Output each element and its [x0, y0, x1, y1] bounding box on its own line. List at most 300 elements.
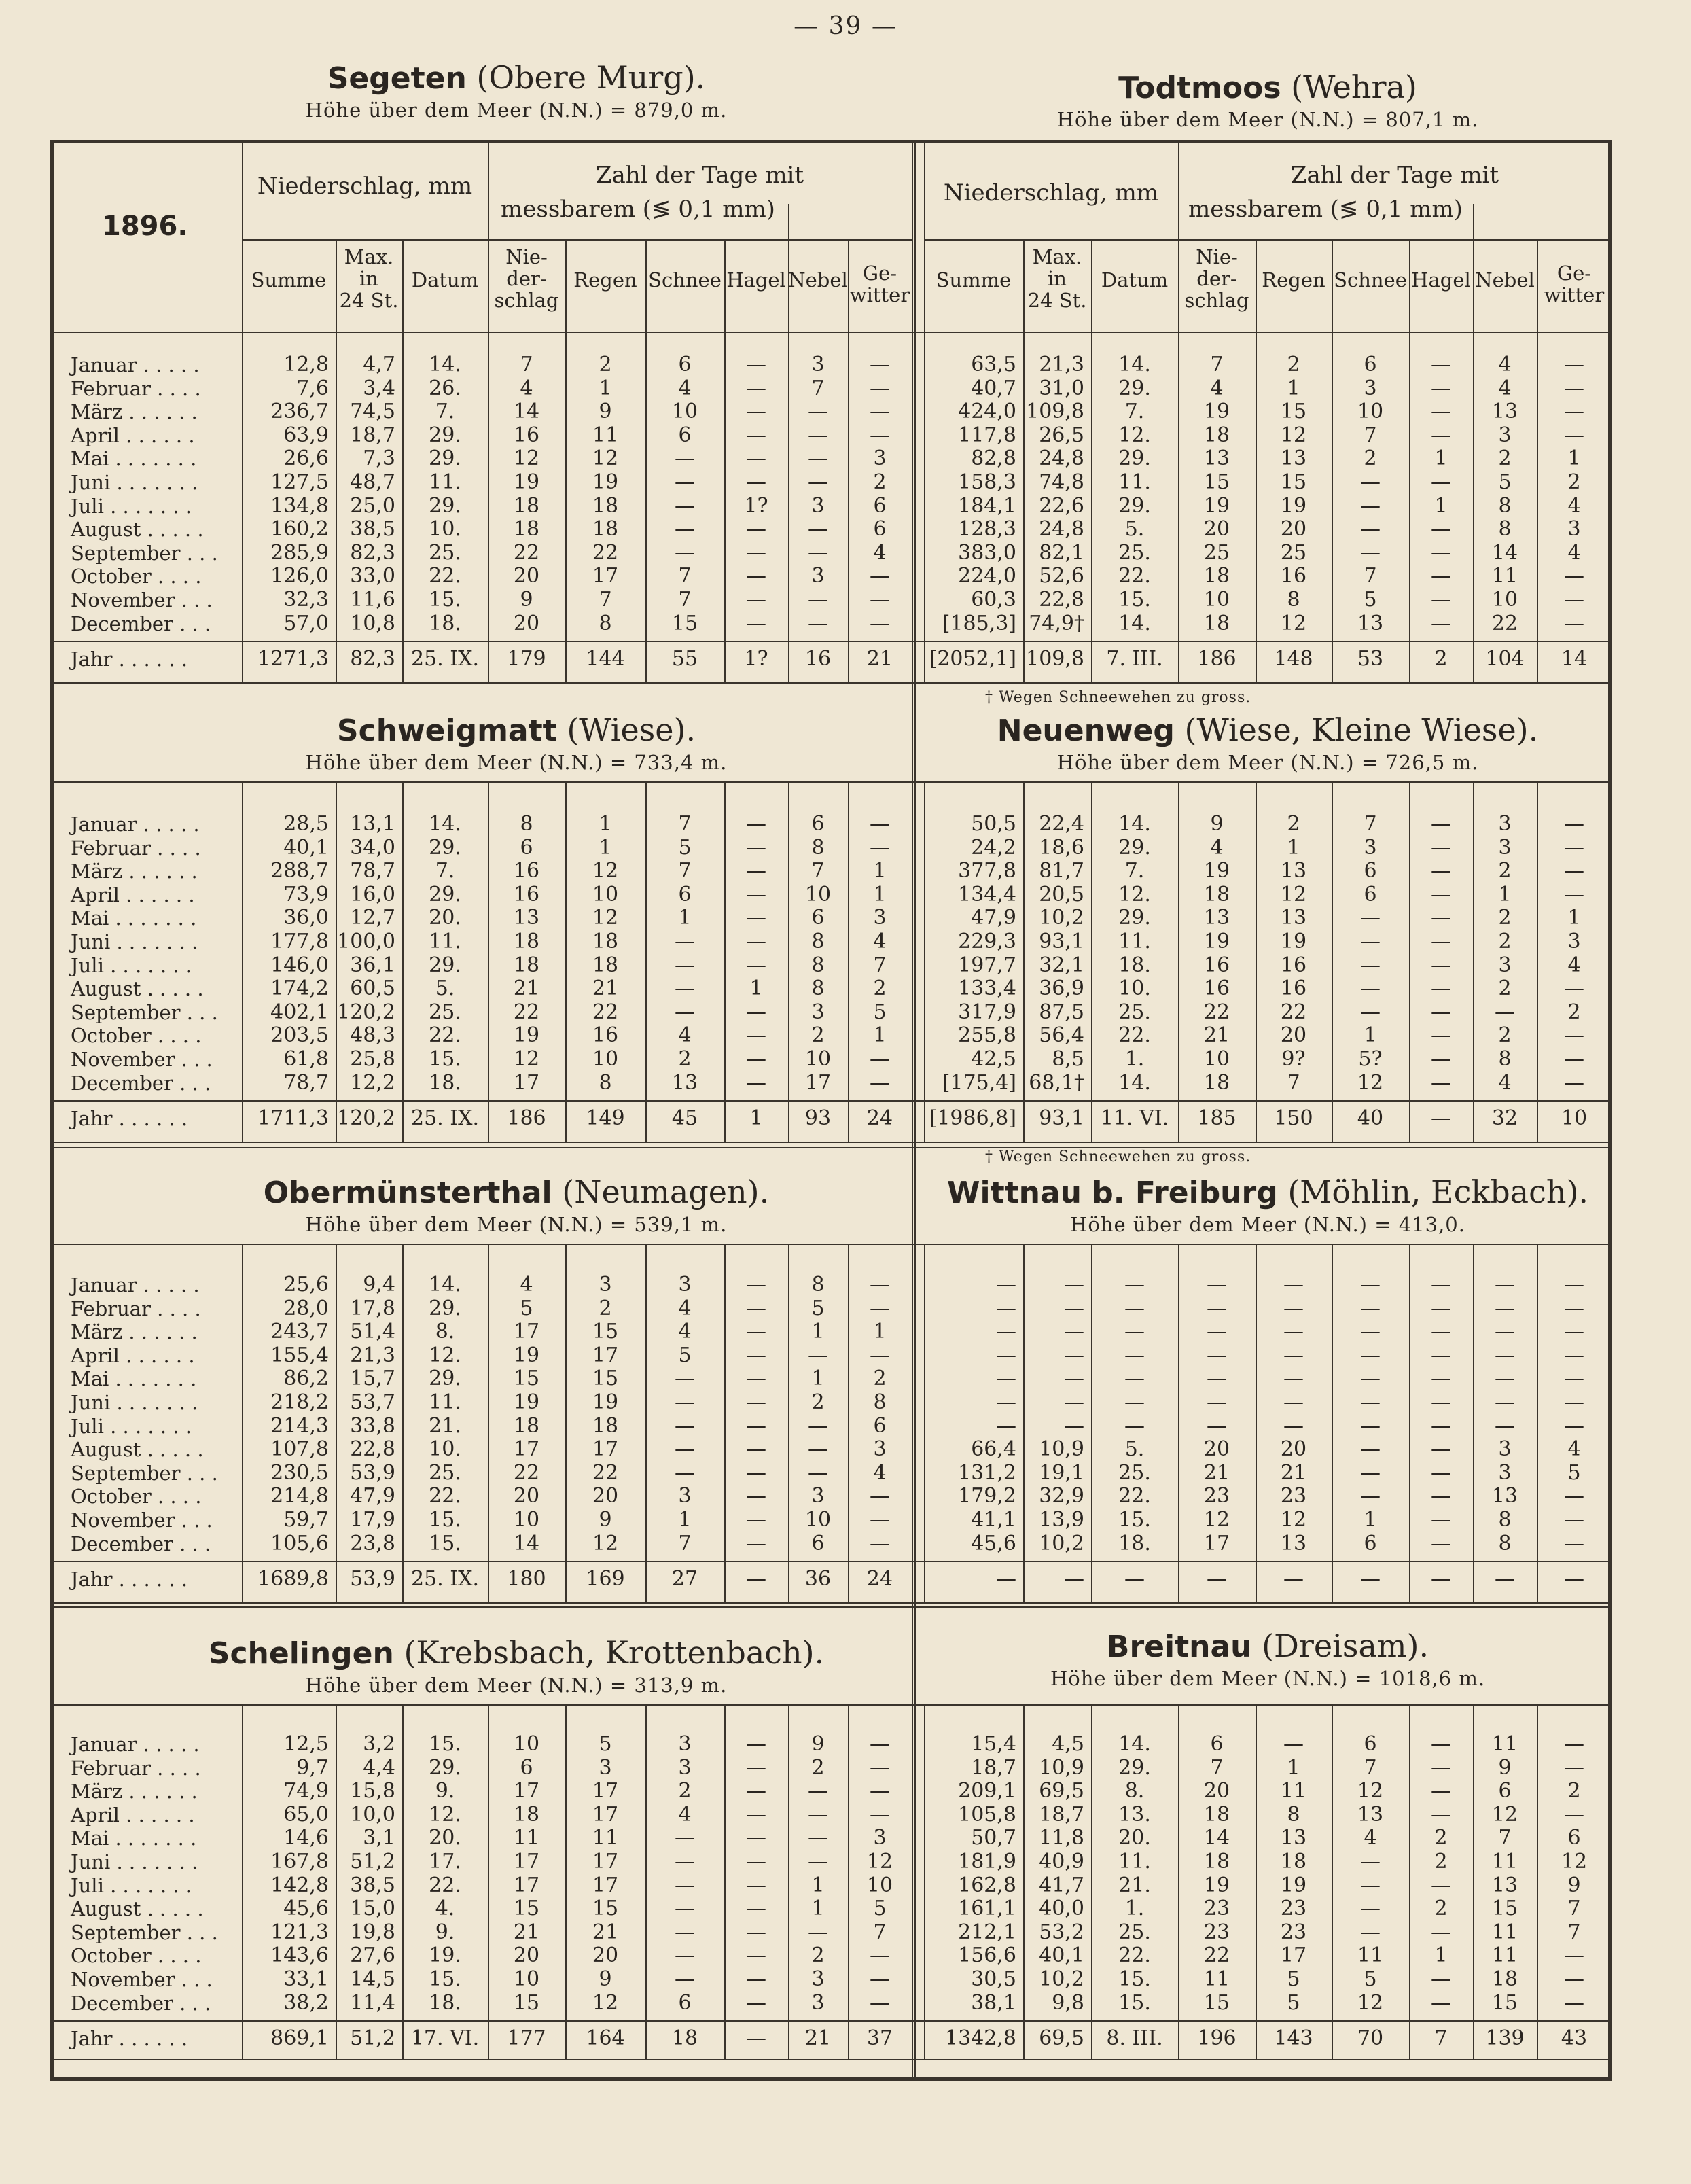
- data-cell: 59,7: [283, 1508, 329, 1532]
- data-cell: 15,4: [971, 1732, 1016, 1756]
- data-cell: 19.: [429, 1943, 461, 1968]
- data-cell: —: [1495, 1273, 1515, 1297]
- data-cell: 22: [1203, 1000, 1230, 1024]
- data-cell: —: [1283, 1320, 1304, 1344]
- year-total-cell: 120,2: [337, 1106, 395, 1131]
- data-cell: —: [1207, 1413, 1227, 1438]
- data-cell: 6: [1364, 1732, 1377, 1756]
- page-number: — 39 —: [794, 12, 897, 40]
- month-label: Februar . . . .: [71, 376, 201, 400]
- data-cell: —: [1564, 1367, 1584, 1391]
- data-cell: —: [1360, 540, 1381, 565]
- data-cell: 19: [513, 1023, 540, 1048]
- data-cell: 2: [1434, 1826, 1448, 1850]
- data-cell: —: [746, 1484, 766, 1509]
- data-cell: —: [1431, 953, 1451, 977]
- data-cell: 3: [811, 353, 825, 376]
- data-cell: 4,7: [363, 353, 395, 376]
- data-cell: 214,8: [270, 1484, 329, 1509]
- data-cell: 11,6: [350, 588, 395, 612]
- data-cell: 10.: [429, 1437, 461, 1462]
- schnee-header-line: Schnee: [1334, 268, 1407, 292]
- data-cell: 7: [873, 1920, 887, 1944]
- data-cell: 13: [1491, 1873, 1518, 1897]
- month-label: November . . .: [71, 588, 213, 612]
- data-cell: 16: [513, 859, 540, 883]
- data-cell: —: [675, 930, 695, 953]
- data-cell: 7: [1567, 1897, 1581, 1921]
- data-cell: —: [675, 1873, 695, 1897]
- data-cell: 23: [1280, 1897, 1307, 1921]
- month-label: December . . .: [71, 612, 211, 635]
- data-cell: —: [870, 353, 890, 376]
- data-cell: 20.: [1118, 1826, 1151, 1850]
- data-cell: 18.: [1118, 1531, 1151, 1555]
- data-cell: 6: [1498, 1779, 1512, 1803]
- data-cell: —: [746, 400, 766, 424]
- data-cell: 12: [513, 446, 540, 471]
- data-cell: 7.: [435, 400, 455, 424]
- data-cell: 1: [749, 976, 763, 1001]
- data-cell: 7: [678, 588, 692, 612]
- data-cell: 22,4: [1039, 812, 1084, 836]
- data-cell: —: [1360, 1437, 1381, 1462]
- data-cell: 20: [1280, 1023, 1307, 1048]
- year-total-cell: [1986,8]: [929, 1106, 1016, 1131]
- data-cell: —: [1207, 1320, 1227, 1344]
- data-cell: 22: [592, 1000, 619, 1024]
- data-cell: 12: [1357, 1990, 1384, 2015]
- data-cell: 17: [513, 1779, 540, 1803]
- data-cell: 10: [1357, 400, 1384, 424]
- data-cell: 4: [873, 930, 887, 953]
- data-cell: —: [1431, 1732, 1451, 1756]
- data-cell: —: [996, 1296, 1016, 1320]
- data-cell: —: [746, 588, 766, 612]
- station-name: [924, 68, 1612, 107]
- data-cell: 6: [678, 423, 692, 447]
- month-label: October . . . .: [71, 1944, 202, 1968]
- data-cell: 3: [1364, 376, 1377, 400]
- data-cell: 11.: [1118, 470, 1151, 494]
- regen-header-line: Regen: [1262, 268, 1325, 292]
- data-cell: 2: [599, 1296, 612, 1320]
- data-cell: 31,0: [1039, 376, 1084, 400]
- data-cell: 11: [1491, 1943, 1518, 1968]
- data-cell: —: [870, 1779, 890, 1803]
- max-header-line: Max.: [1032, 245, 1082, 268]
- data-cell: 214,3: [270, 1413, 329, 1438]
- month-label: Mai . . . . . . .: [71, 1367, 197, 1391]
- data-cell: 4: [520, 1273, 533, 1297]
- year-total-cell: 82,3: [350, 647, 395, 671]
- data-cell: —: [1360, 1000, 1381, 1024]
- year-total-cell: 1342,8: [945, 2026, 1016, 2051]
- data-cell: 2: [1364, 446, 1377, 471]
- data-cell: —: [1431, 1755, 1451, 1780]
- data-cell: 142,8: [270, 1873, 329, 1897]
- data-cell: 14.: [429, 812, 461, 836]
- data-cell: 3: [811, 1484, 825, 1509]
- data-cell: —: [1360, 1296, 1381, 1320]
- data-cell: —: [870, 1531, 890, 1555]
- data-cell: 18: [1203, 423, 1230, 447]
- data-cell: 128,3: [958, 517, 1016, 542]
- data-cell: 15: [1203, 470, 1230, 494]
- data-cell: 5: [678, 1343, 692, 1367]
- data-cell: —: [1360, 1343, 1381, 1367]
- data-cell: 17: [1203, 1531, 1230, 1555]
- data-cell: 20: [1203, 517, 1230, 542]
- data-cell: 11: [1491, 1732, 1518, 1756]
- data-cell: 8: [1287, 588, 1300, 612]
- data-cell: —: [746, 1320, 766, 1344]
- data-cell: 17: [592, 564, 619, 588]
- data-cell: 23: [1280, 1920, 1307, 1944]
- year-total-cell: 1?: [744, 647, 768, 671]
- data-cell: —: [1360, 976, 1381, 1001]
- data-cell: 7: [678, 812, 692, 836]
- year-total-cell: —: [1431, 1106, 1451, 1131]
- station-height: Höhe über dem Meer (N.N.) = 879,0 m.: [305, 99, 728, 122]
- month-label: Februar . . . .: [71, 836, 201, 860]
- nieder-header: [488, 246, 565, 311]
- data-cell: 22: [592, 540, 619, 565]
- year-total-cell: 25. IX.: [411, 647, 479, 671]
- station-river: (Dreisam).: [1251, 1627, 1429, 1664]
- data-cell: 2: [873, 1367, 887, 1391]
- data-cell: —: [1283, 1273, 1304, 1297]
- data-cell: 2: [1567, 1000, 1581, 1024]
- month-label: December . . .: [71, 1071, 211, 1095]
- data-cell: —: [1431, 1047, 1451, 1071]
- data-cell: 160,2: [270, 517, 329, 542]
- data-cell: 156,6: [958, 1943, 1016, 1968]
- data-cell: 1: [873, 1320, 887, 1344]
- data-cell: —: [870, 376, 890, 400]
- data-cell: —: [808, 1826, 828, 1850]
- data-cell: 22,8: [350, 1437, 395, 1462]
- year-total-cell: 21: [804, 2026, 832, 2051]
- data-cell: 12,8: [283, 353, 329, 376]
- month-label: Jahr . . . . . .: [71, 1568, 188, 1591]
- data-cell: 41,1: [971, 1508, 1016, 1532]
- data-cell: 25.: [1118, 540, 1151, 565]
- data-cell: —: [1564, 376, 1584, 400]
- max-header-line: 24 St.: [1027, 289, 1087, 312]
- data-cell: 12: [1491, 1802, 1518, 1827]
- data-cell: 17: [513, 1873, 540, 1897]
- data-cell: 15: [513, 1367, 540, 1391]
- data-cell: 11: [1491, 564, 1518, 588]
- data-cell: 29.: [1118, 1755, 1151, 1780]
- data-cell: —: [870, 1070, 890, 1095]
- data-cell: —: [1564, 1070, 1584, 1095]
- data-cell: 53,9: [350, 1460, 395, 1485]
- data-cell: 383,0: [958, 540, 1016, 565]
- data-cell: —: [746, 1990, 766, 2015]
- data-cell: 14.: [1118, 353, 1151, 376]
- data-cell: 8: [811, 1273, 825, 1297]
- data-cell: —: [746, 1802, 766, 1827]
- data-cell: 10,0: [350, 1802, 395, 1827]
- data-cell: —: [1207, 1273, 1227, 1297]
- data-cell: —: [1124, 1413, 1145, 1438]
- data-cell: —: [1431, 400, 1451, 424]
- data-cell: —: [1360, 906, 1381, 930]
- data-cell: 7: [1210, 1755, 1224, 1780]
- station-height: Höhe über dem Meer (N.N.) = 726,5 m.: [1056, 751, 1479, 774]
- data-cell: 5: [678, 835, 692, 860]
- station-height: Höhe über dem Meer (N.N.) = 539,1 m.: [305, 1213, 728, 1236]
- data-cell: 19: [1203, 400, 1230, 424]
- year-total-cell: —: [1064, 1567, 1084, 1591]
- max-header-line: in: [1048, 267, 1067, 290]
- data-cell: —: [675, 953, 695, 977]
- data-cell: —: [1431, 1873, 1451, 1897]
- data-cell: 21: [513, 976, 540, 1001]
- data-cell: —: [746, 906, 766, 930]
- gewitter-header-line: witter: [849, 283, 910, 306]
- data-cell: 41,7: [1039, 1873, 1084, 1897]
- nebel-header-line: Nebel: [788, 268, 848, 292]
- data-cell: —: [1431, 1367, 1451, 1391]
- data-cell: —: [1064, 1320, 1084, 1344]
- data-cell: 60,3: [971, 588, 1016, 612]
- year-total-cell: 1689,8: [257, 1567, 329, 1591]
- data-cell: 33,0: [350, 564, 395, 588]
- station-height: Höhe über dem Meer (N.N.) = 1018,6 m.: [1050, 1667, 1486, 1690]
- data-cell: 11: [513, 1826, 540, 1850]
- station-name: [924, 1627, 1612, 1666]
- data-cell: 15.: [1118, 1967, 1151, 1991]
- data-cell: —: [870, 1343, 890, 1367]
- data-cell: 285,9: [270, 540, 329, 565]
- data-cell: 10,9: [1039, 1437, 1084, 1462]
- year-total-cell: 164: [586, 2026, 625, 2051]
- data-cell: 14.: [1118, 812, 1151, 836]
- data-cell: 2: [1434, 1897, 1448, 1921]
- data-cell: 7: [599, 588, 612, 612]
- month-label: Juli . . . . . . .: [71, 1414, 192, 1438]
- data-cell: —: [675, 1967, 695, 1991]
- station-name-bold: Todtmoos: [1118, 71, 1281, 105]
- data-cell: —: [1564, 1508, 1584, 1532]
- data-cell: 51,2: [350, 1850, 395, 1873]
- year-label: 1896.: [102, 211, 188, 242]
- data-cell: 12: [513, 1047, 540, 1071]
- data-cell: 10,9: [1039, 1755, 1084, 1780]
- year-total-cell: 186: [1197, 647, 1236, 671]
- data-cell: 36,9: [1039, 976, 1084, 1001]
- data-cell: 14,6: [283, 1826, 329, 1850]
- year-total-cell: 148: [1274, 647, 1313, 671]
- month-label: Januar . . . . .: [71, 813, 200, 836]
- data-cell: —: [1431, 1990, 1451, 2015]
- data-cell: 1: [873, 859, 887, 883]
- month-label: Juli . . . . . . .: [71, 1873, 192, 1897]
- year-total-cell: 143: [1274, 2026, 1313, 2051]
- data-cell: —: [1124, 1296, 1145, 1320]
- year-total-cell: —: [1431, 1567, 1451, 1591]
- data-cell: 19: [592, 1390, 619, 1414]
- data-cell: 11,8: [1039, 1826, 1084, 1850]
- data-cell: 2: [1567, 470, 1581, 494]
- data-cell: —: [1431, 564, 1451, 588]
- data-cell: —: [996, 1273, 1016, 1297]
- data-cell: 4: [873, 1460, 887, 1485]
- data-cell: —: [746, 564, 766, 588]
- data-cell: 13: [1491, 1484, 1518, 1509]
- year-total-cell: 1711,3: [257, 1106, 329, 1131]
- data-cell: 16: [513, 882, 540, 906]
- month-label: Juli . . . . . . .: [71, 494, 192, 518]
- nieder-header: [1178, 246, 1256, 311]
- data-cell: 40,0: [1039, 1897, 1084, 1921]
- zahl-der-tage-header: Zahl der Tage mit: [595, 162, 804, 189]
- data-cell: 10,2: [1039, 1967, 1084, 1991]
- year-total-cell: 53,9: [350, 1567, 395, 1591]
- data-cell: —: [870, 1990, 890, 2015]
- data-cell: 20: [592, 1484, 619, 1509]
- data-cell: 18,6: [1039, 835, 1084, 860]
- year-total-cell: —: [746, 1567, 766, 1591]
- data-cell: 7.: [1124, 400, 1145, 424]
- data-cell: 9: [599, 1508, 612, 1532]
- jahr-rule: [50, 1561, 1612, 1562]
- data-cell: 18: [1203, 882, 1230, 906]
- data-cell: 4: [678, 1320, 692, 1344]
- data-cell: 15: [592, 1367, 619, 1391]
- data-cell: 16: [1280, 953, 1307, 977]
- data-cell: 4: [1498, 376, 1512, 400]
- data-cell: —: [1064, 1367, 1084, 1391]
- data-cell: —: [1564, 423, 1584, 447]
- data-cell: 23: [1280, 1484, 1307, 1509]
- data-cell: 23: [1203, 1484, 1230, 1509]
- data-cell: 42,5: [971, 1047, 1016, 1071]
- data-cell: 13: [1280, 859, 1307, 883]
- data-cell: —: [1431, 540, 1451, 565]
- data-cell: —: [1124, 1320, 1145, 1344]
- data-cell: 13: [1280, 1531, 1307, 1555]
- data-cell: —: [1564, 1343, 1584, 1367]
- station-name: [924, 711, 1612, 750]
- data-cell: 21: [1203, 1460, 1230, 1485]
- data-cell: 20: [1280, 517, 1307, 542]
- station-river: (Wiese, Kleine Wiese).: [1174, 711, 1539, 748]
- data-cell: —: [1564, 835, 1584, 860]
- data-cell: 38,5: [350, 1873, 395, 1897]
- data-cell: 7: [811, 376, 825, 400]
- data-cell: 4: [1567, 540, 1581, 565]
- data-cell: 16: [1280, 976, 1307, 1001]
- data-cell: 47,9: [971, 906, 1016, 930]
- data-cell: 11: [1491, 1920, 1518, 1944]
- data-cell: —: [1360, 1273, 1381, 1297]
- month-label: März . . . . . .: [71, 400, 198, 424]
- data-cell: —: [1431, 1320, 1451, 1344]
- data-cell: 20: [513, 564, 540, 588]
- data-cell: 11.: [429, 1390, 461, 1414]
- year-total-cell: 45: [671, 1106, 698, 1131]
- data-cell: 6: [873, 517, 887, 542]
- data-cell: —: [1431, 1531, 1451, 1555]
- data-cell: —: [675, 976, 695, 1001]
- data-cell: 24,2: [971, 835, 1016, 860]
- data-cell: 15: [513, 1990, 540, 2015]
- data-cell: —: [746, 540, 766, 565]
- data-cell: 23: [1203, 1920, 1230, 1944]
- data-cell: —: [996, 1367, 1016, 1391]
- data-cell: 8: [599, 1070, 612, 1095]
- data-cell: —: [870, 611, 890, 635]
- data-cell: 9: [1567, 1873, 1581, 1897]
- data-cell: —: [1431, 1343, 1451, 1367]
- data-cell: 1: [599, 376, 612, 400]
- data-cell: 1: [678, 1508, 692, 1532]
- year-total-cell: 40: [1357, 1106, 1384, 1131]
- messbarem-header: messbarem (≶ 0,1 mm): [501, 196, 775, 223]
- data-cell: 20: [1203, 1779, 1230, 1803]
- data-cell: 10: [804, 882, 832, 906]
- station-name: [122, 1173, 910, 1212]
- data-cell: —: [870, 1508, 890, 1532]
- data-cell: 2: [811, 1755, 825, 1780]
- month-label: Juni . . . . . . .: [71, 930, 198, 953]
- data-cell: —: [1564, 1296, 1584, 1320]
- data-cell: 15: [671, 611, 698, 635]
- data-cell: —: [870, 1047, 890, 1071]
- data-cell: 29.: [1118, 446, 1151, 471]
- data-cell: 18.: [429, 611, 461, 635]
- niederschlag-header: Niederschlag, mm: [257, 173, 473, 200]
- data-cell: —: [746, 835, 766, 860]
- data-cell: 6: [1364, 882, 1377, 906]
- year-total-cell: 1271,3: [257, 647, 329, 671]
- gewitter-header-line: Ge-: [862, 262, 897, 285]
- data-cell: 10: [866, 1873, 893, 1897]
- data-cell: 14.: [1118, 1732, 1151, 1756]
- data-cell: 7: [678, 1531, 692, 1555]
- block-separator: [50, 1147, 1612, 1148]
- datum-header: [1091, 269, 1178, 291]
- data-cell: 6: [873, 493, 887, 518]
- data-cell: 6: [678, 1990, 692, 2015]
- data-cell: 15: [592, 1897, 619, 1921]
- nieder-header-line: Nie-: [505, 245, 548, 268]
- left-station-title: [122, 58, 910, 122]
- data-cell: 12.: [429, 1802, 461, 1827]
- data-cell: 1: [1434, 493, 1448, 518]
- data-cell: —: [1360, 470, 1381, 494]
- data-cell: 12: [1203, 1508, 1230, 1532]
- data-cell: —: [746, 1850, 766, 1873]
- month-label: Februar . . . .: [71, 1756, 201, 1780]
- data-cell: 33,8: [350, 1413, 395, 1438]
- data-cell: 29.: [429, 953, 461, 977]
- data-cell: 1: [811, 1367, 825, 1391]
- data-cell: 1.: [1124, 1047, 1145, 1071]
- data-cell: 15.: [1118, 588, 1151, 612]
- data-cell: 15,8: [350, 1779, 395, 1803]
- data-cell: 13: [1280, 1826, 1307, 1850]
- data-cell: 3: [678, 1755, 692, 1780]
- data-cell: —: [1564, 1531, 1584, 1555]
- data-cell: 10: [1203, 1047, 1230, 1071]
- data-cell: 158,3: [958, 470, 1016, 494]
- data-cell: 10,2: [1039, 906, 1084, 930]
